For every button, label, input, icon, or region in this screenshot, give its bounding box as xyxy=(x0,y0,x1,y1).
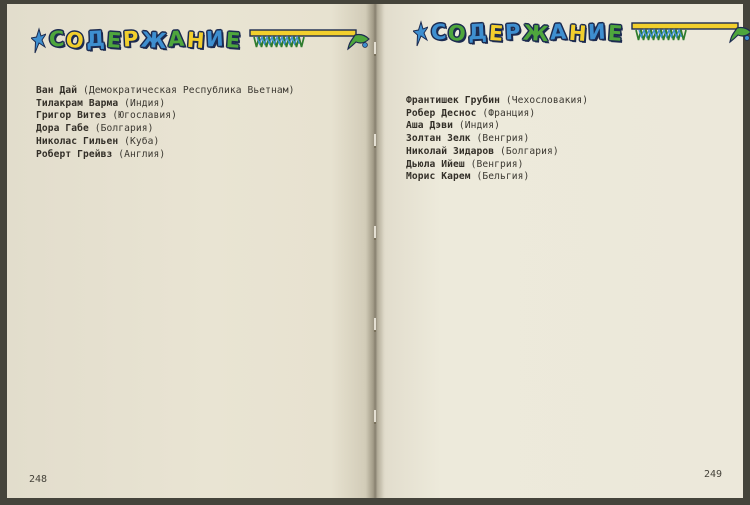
author-name: Григор Витез xyxy=(36,110,107,122)
author-country: (Куба) xyxy=(118,135,160,147)
page-left xyxy=(7,4,375,498)
author-country: (Бельгия) xyxy=(470,171,530,183)
header-letter: Е xyxy=(224,27,243,54)
author-name: Николай Зидаров xyxy=(406,145,495,157)
author-name: Тилакрам Варма xyxy=(36,97,119,109)
header-letter: И xyxy=(205,26,227,52)
toc-section xyxy=(36,85,360,98)
header-letter: Е xyxy=(488,20,507,47)
header-letter: С xyxy=(48,26,68,52)
contents-header-right xyxy=(413,17,743,52)
author-line xyxy=(406,95,726,108)
header-letter: О xyxy=(447,20,469,47)
author-name: Аша Дэви xyxy=(406,120,454,132)
toc-section xyxy=(406,95,726,108)
contents-title xyxy=(49,24,242,54)
author-country: (Индия) xyxy=(118,97,166,109)
toc-section xyxy=(406,159,726,172)
author-name: Николас Гильен xyxy=(36,135,119,147)
toc-section xyxy=(406,146,726,159)
header-letter: Ж xyxy=(521,20,552,47)
book-gutter xyxy=(366,4,384,498)
header-letter: А xyxy=(167,26,188,52)
author-country: (Венгрия) xyxy=(464,158,524,170)
author-country: (Болгария) xyxy=(494,145,559,157)
splash-decoration-icon xyxy=(31,27,46,55)
author-line xyxy=(406,171,726,184)
author-name: Золтан Зелк xyxy=(406,133,471,145)
author-line xyxy=(406,159,726,172)
author-country: (Югославия) xyxy=(106,110,178,122)
header-letter: Е xyxy=(106,27,125,54)
splash-decoration-icon xyxy=(413,20,428,48)
author-line xyxy=(36,110,360,123)
header-letter: Н xyxy=(567,20,590,47)
contents-title xyxy=(431,17,624,47)
header-letter: Д xyxy=(467,19,490,45)
page-right xyxy=(375,4,743,498)
header-letter: Ж xyxy=(139,27,170,54)
header-letter: И xyxy=(587,19,609,45)
header-letter: Н xyxy=(185,27,208,54)
toc-left xyxy=(36,85,360,161)
author-name: Франтишек Грубин xyxy=(406,95,501,106)
author-country: (Чехословакия) xyxy=(500,95,589,106)
author-country: (Болгария) xyxy=(88,123,154,135)
author-name: Робер Деснос xyxy=(406,107,477,119)
author-line xyxy=(36,123,360,136)
toc-section xyxy=(36,123,360,136)
page-number-left: 248 xyxy=(29,474,48,485)
toc-section xyxy=(36,136,360,149)
author-name: Роберт Грейвз xyxy=(36,148,113,160)
author-line xyxy=(36,149,360,162)
toc-section xyxy=(36,110,360,123)
toc-section xyxy=(406,120,726,133)
page-number-right: 249 xyxy=(703,469,722,480)
author-line xyxy=(406,120,726,133)
grass-decoration-icon xyxy=(629,18,750,52)
header-letter: С xyxy=(430,19,450,45)
author-line xyxy=(36,98,360,111)
header-letter: Р xyxy=(122,26,142,52)
header-letter: Е xyxy=(606,20,625,47)
toc-section xyxy=(36,149,360,162)
author-name: Дора Габе xyxy=(36,123,89,135)
toc-section xyxy=(406,108,726,121)
toc-section xyxy=(36,98,360,111)
author-country: (Венгрия) xyxy=(470,133,530,145)
toc-section xyxy=(406,171,726,184)
author-country: (Демократическая Республика Вьетнам) xyxy=(77,85,295,96)
author-country: (Англия) xyxy=(112,148,166,160)
author-country: (Франция) xyxy=(476,107,536,119)
author-line xyxy=(406,108,726,121)
toc-right xyxy=(406,95,726,184)
author-line xyxy=(406,146,726,159)
header-letter: О xyxy=(65,27,87,54)
author-line xyxy=(36,85,360,98)
grass-decoration-icon xyxy=(247,25,375,59)
header-letter: А xyxy=(549,19,570,45)
author-name: Ван Дай xyxy=(36,85,78,96)
author-name: Морис Карем xyxy=(406,171,471,183)
toc-section xyxy=(406,133,726,146)
header-letter: Р xyxy=(504,19,524,45)
contents-header-left xyxy=(31,24,375,59)
author-name: Дьюла Ийеш xyxy=(406,158,465,170)
header-letter: Д xyxy=(85,26,108,52)
author-country: (Индия) xyxy=(453,120,501,132)
author-line xyxy=(36,136,360,149)
author-line xyxy=(406,133,726,146)
